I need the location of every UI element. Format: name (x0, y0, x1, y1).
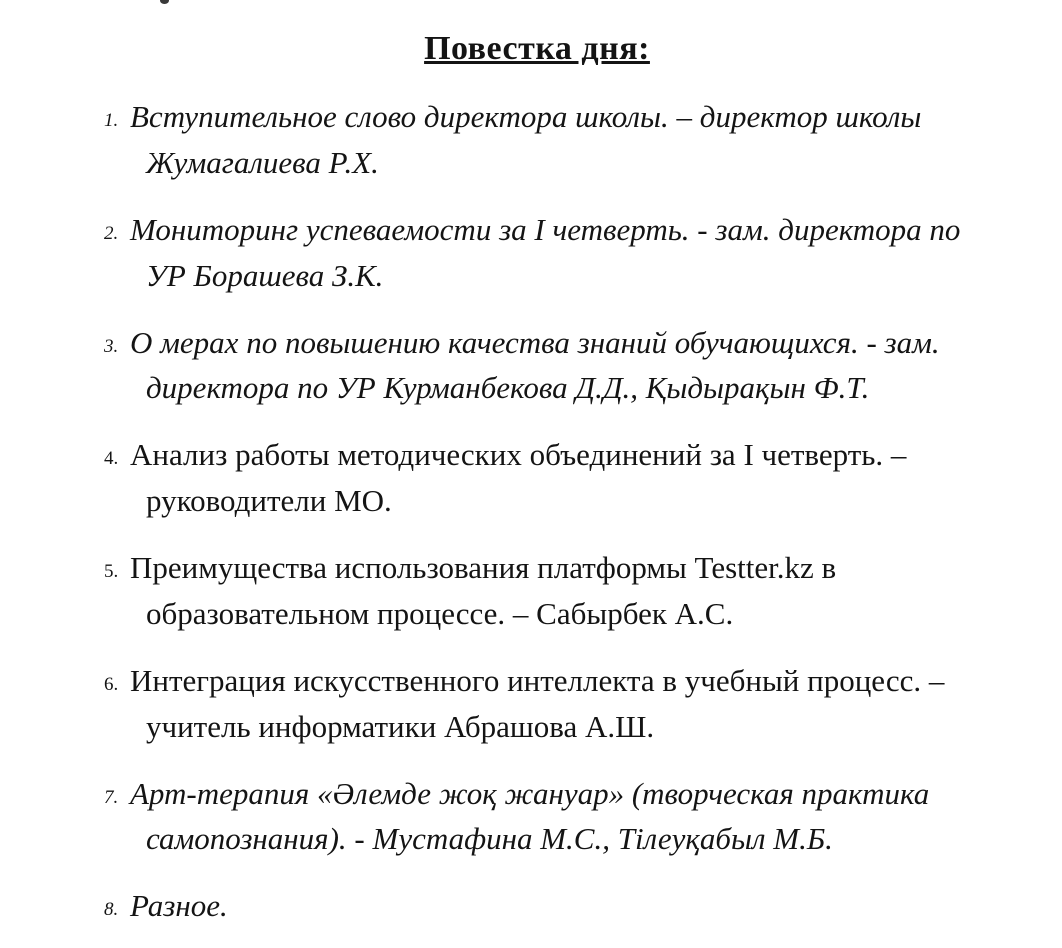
item-text: Разное. (130, 888, 228, 924)
agenda-item (104, 883, 970, 929)
item-text: Арт-терапия «Әлемде жоқ жануар» (творческая практика самопознания). - Мустафина М.С., Тілеуқабыл М.Б. (130, 775, 930, 857)
item-number: 8. (104, 899, 119, 921)
agenda-item (104, 320, 970, 412)
page-title: Повестка дня: (424, 30, 650, 67)
item-text: Интеграция искусственного интеллекта в учебный процесс. – учитель информатики Абрашова А.Ш. (130, 662, 945, 744)
item-number: 2. (104, 222, 119, 244)
item-text: Анализ работы методических объединений за I четверть. – руководители МО. (130, 437, 907, 519)
item-text: Вступительное слово директора школы. – директор школы Жумагалиева Р.Х. (130, 99, 922, 180)
item-number: 4. (104, 448, 119, 470)
agenda-item (104, 94, 970, 186)
item-text: Мониторинг успеваемости за I четверть. - зам. директора по УР Борашева З.К. (130, 211, 961, 293)
item-number: 7. (104, 786, 119, 808)
cropped-glyph-artifact (160, 0, 169, 4)
agenda-item (104, 771, 970, 863)
agenda-item (104, 545, 970, 637)
item-number: 5. (104, 561, 119, 582)
item-text: Преимущества использования платформы Testter.kz в образовательном процессе. – Сабырбек А.С. (130, 550, 837, 631)
item-number: 3. (104, 335, 119, 357)
item-number: 6. (104, 673, 119, 695)
item-text: О мерах по повышению качества знаний обучающихся. - зам. директора по УР Курманбекова Д.Д., Қыдырақын Ф.Т. (130, 324, 940, 406)
agenda-list (104, 94, 970, 929)
item-number: 1. (104, 110, 119, 131)
agenda-item (104, 207, 970, 299)
agenda-item (104, 658, 970, 750)
agenda-item (104, 432, 970, 524)
